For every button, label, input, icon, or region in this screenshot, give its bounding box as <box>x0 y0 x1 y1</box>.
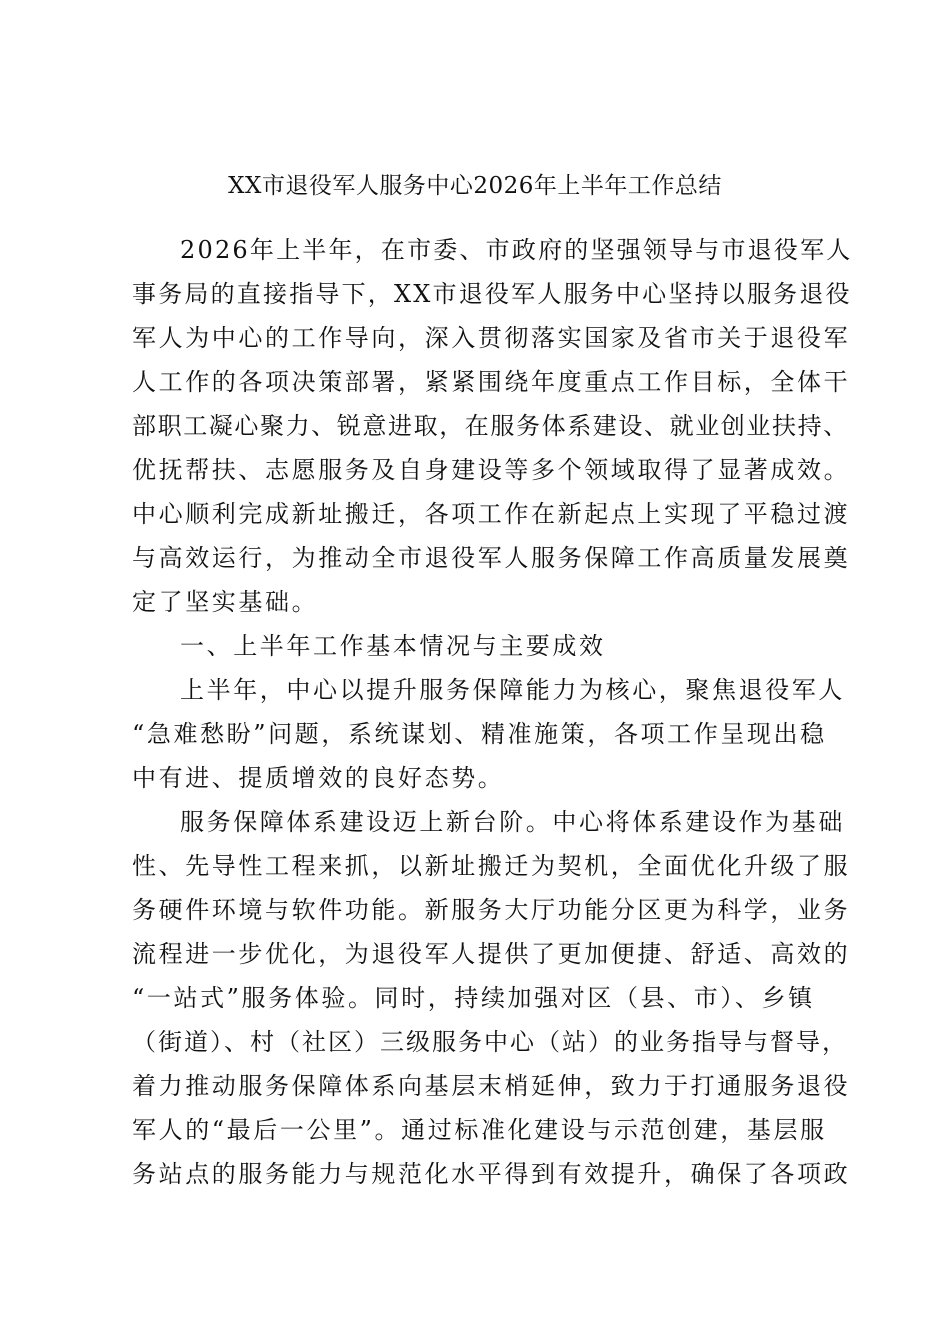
body-line: 中心顺利完成新址搬迁，各项工作在新起点上实现了平稳过渡 <box>132 500 851 528</box>
body-line: 人工作的各项决策部署，紧紧围绕年度重点工作目标，全体干 <box>132 368 851 396</box>
body-line: 上半年，中心以提升服务保障能力为核心，聚焦退役军人 <box>180 676 845 704</box>
body-line: 军人为中心的工作导向，深入贯彻落实国家及省市关于退役军 <box>132 324 851 352</box>
body-line: 流程进一步优化，为退役军人提供了更加便捷、舒适、高效的 <box>132 940 851 968</box>
body-line: 务硬件环境与软件功能。新服务大厅功能分区更为科学，业务 <box>132 896 851 924</box>
body-line: “一站式”服务体验。同时，持续加强对区（县、市）、乡镇 <box>132 984 815 1012</box>
body-line: 着力推动服务保障体系向基层末梢延伸，致力于打通服务退役 <box>132 1072 851 1100</box>
body-line: 事务局的直接指导下，XX市退役军人服务中心坚持以服务退役 <box>132 280 852 308</box>
body-line: 2026年上半年，在市委、市政府的坚强领导与市退役军人 <box>180 236 853 264</box>
body-line: “急难愁盼”问题，系统谋划、精准施策，各项工作呈现出稳 <box>132 720 827 748</box>
body-line: 务站点的服务能力与规范化水平得到有效提升，确保了各项政 <box>132 1160 851 1188</box>
body-line: 性、先导性工程来抓，以新址搬迁为契机，全面优化升级了服 <box>132 852 851 880</box>
body-line: 定了坚实基础。 <box>132 588 319 616</box>
body-line: 与高效运行，为推动全市退役军人服务保障工作高质量发展奠 <box>132 544 851 572</box>
document-title: XX市退役军人服务中心2026年上半年工作总结 <box>228 173 722 199</box>
body-line: （街道）、村（社区）三级服务中心（站）的业务指导与督导， <box>132 1028 848 1056</box>
body-line: 服务保障体系建设迈上新台阶。中心将体系建设作为基础 <box>180 808 845 836</box>
body-line: 部职工凝心聚力、锐意进取，在服务体系建设、就业创业扶持、 <box>132 412 849 440</box>
document-body <box>132 228 852 1196</box>
body-line: 一、上半年工作基本情况与主要成效 <box>180 632 606 660</box>
body-line: 中有进、提质增效的良好态势。 <box>132 764 505 792</box>
body-line: 军人的“最后一公里”。通过标准化建设与示范创建，基层服 <box>132 1116 827 1144</box>
body-line: 优抚帮扶、志愿服务及自身建设等多个领域取得了显著成效。 <box>132 456 851 484</box>
